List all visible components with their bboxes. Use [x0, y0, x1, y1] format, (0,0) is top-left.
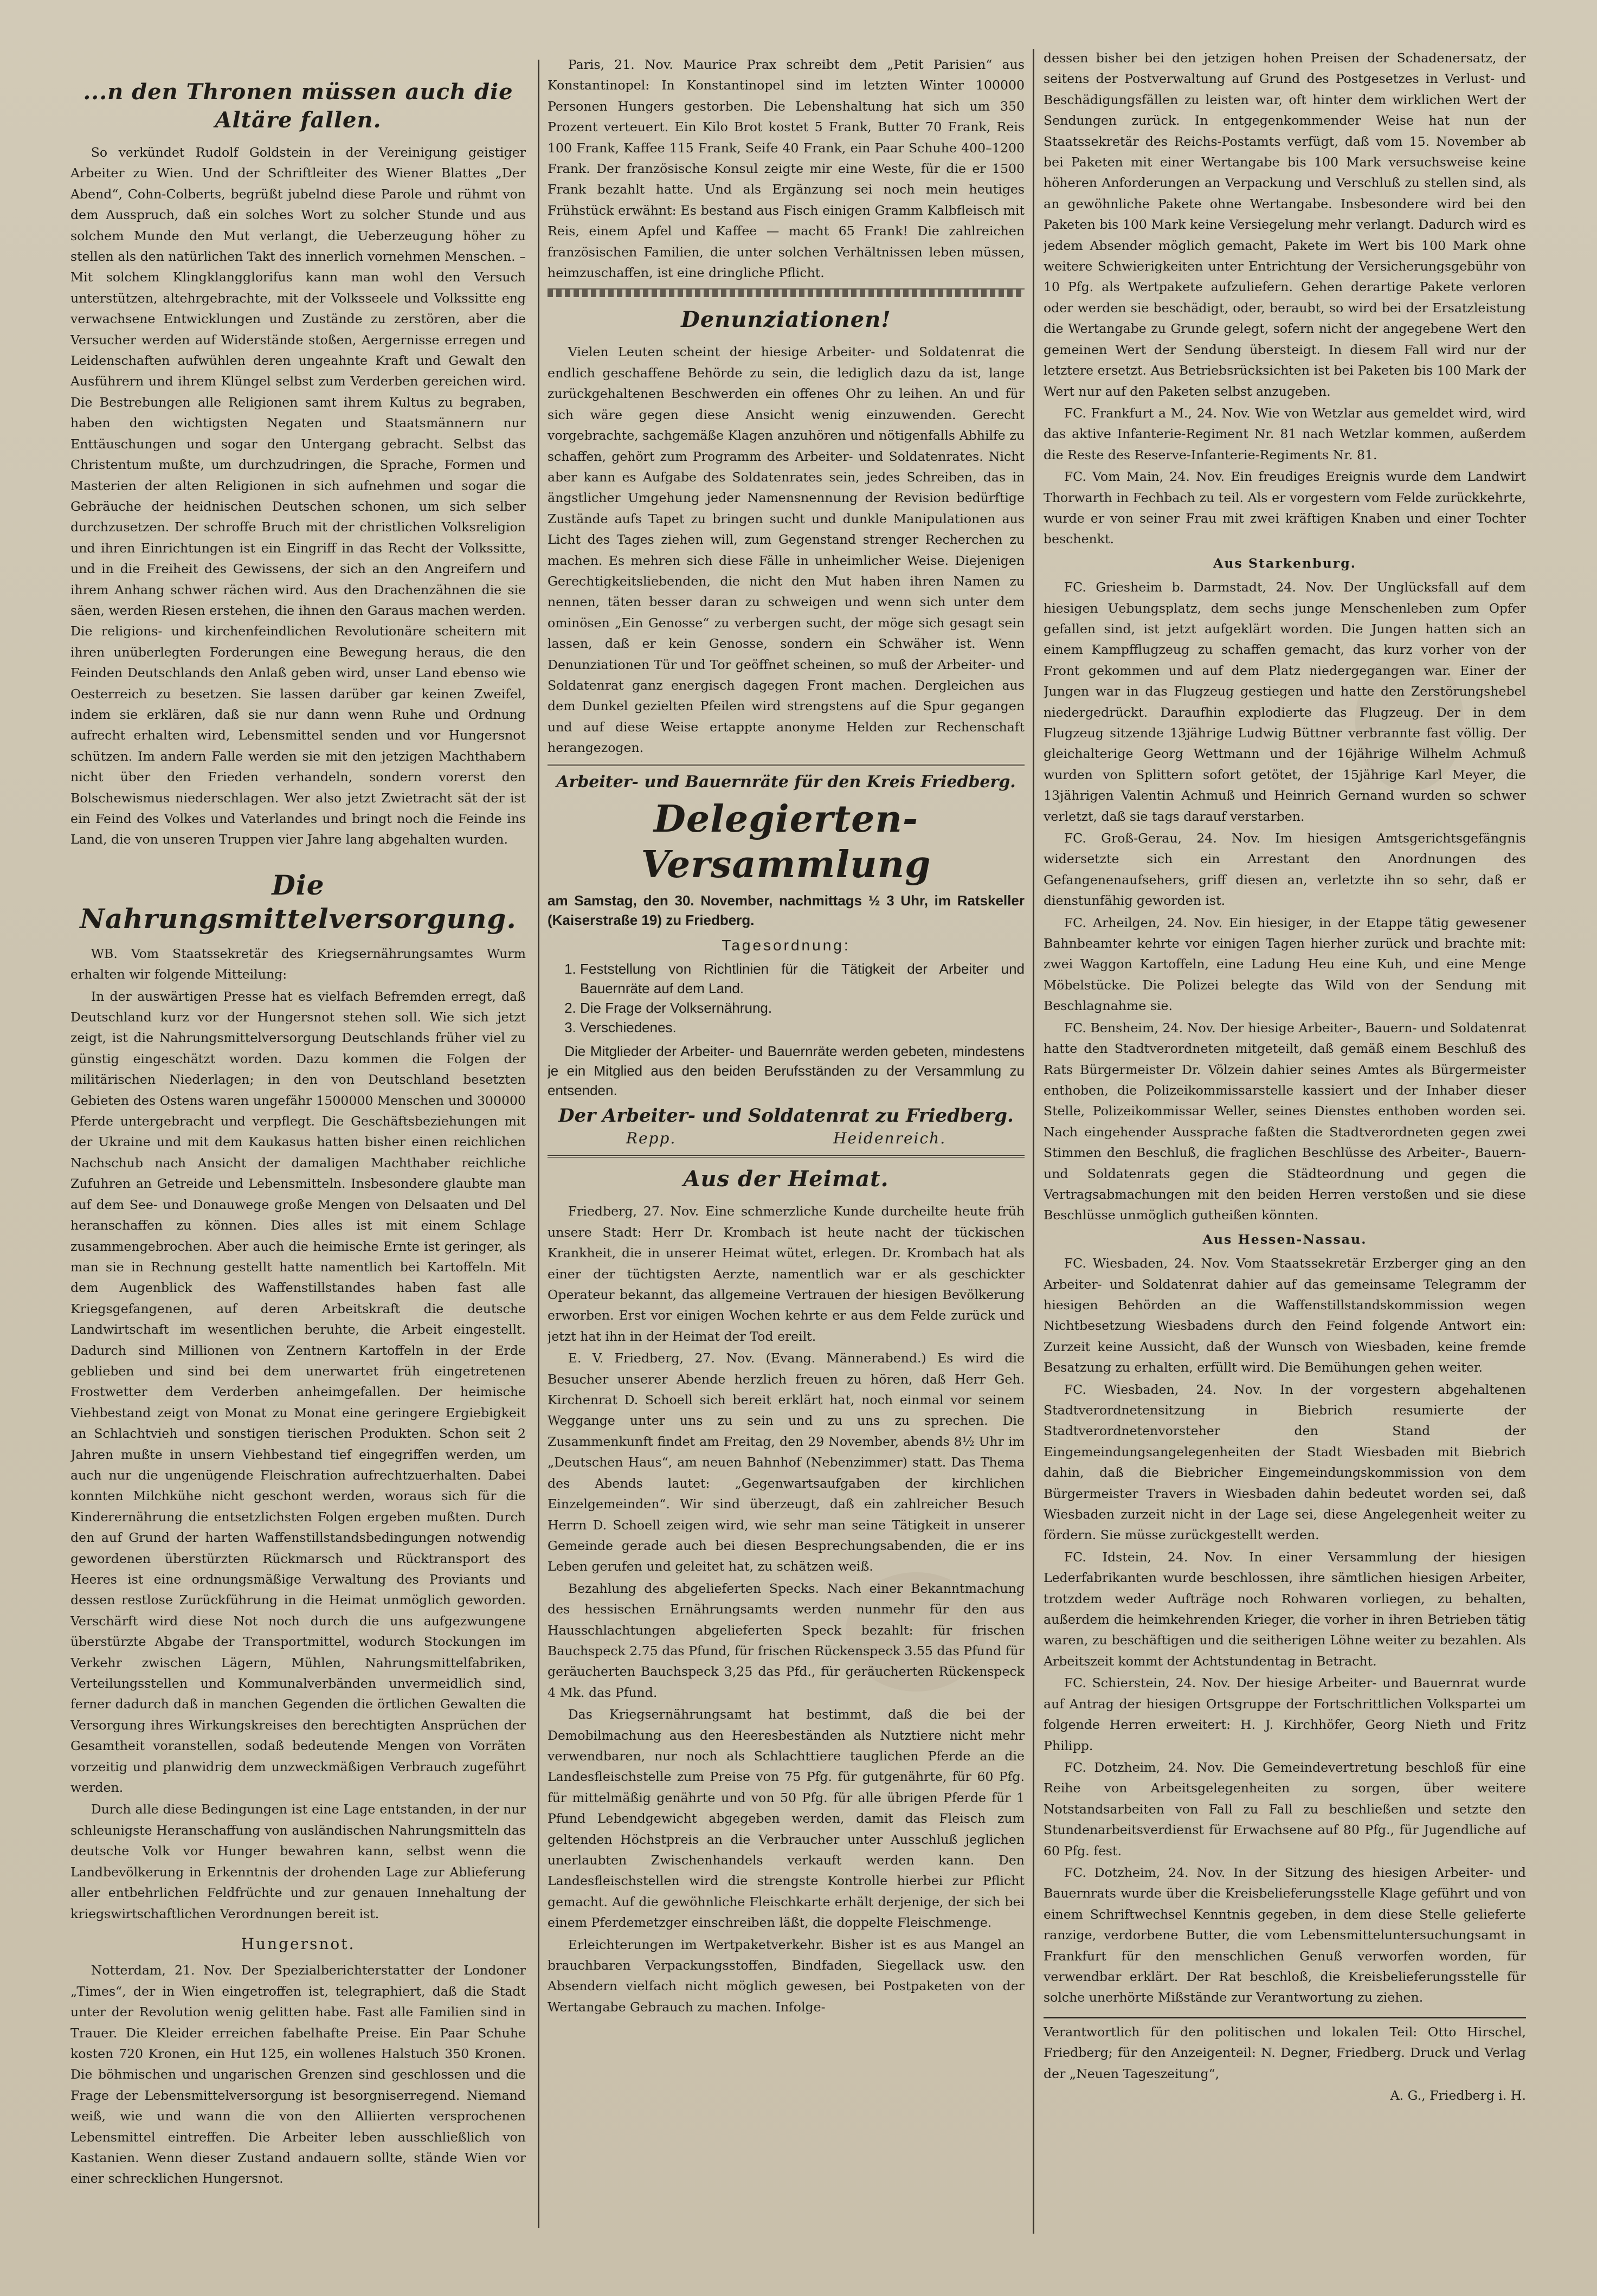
subhead-hessen-nassau: Aus Hessen-Nassau.: [1202, 1231, 1367, 1247]
news-item: FC. Dotzheim, 24. Nov. Die Gemeindevertretung beschloß für eine Reihe von Arbeitsgelegenheiten zu sorgen, über weitere Notstandsarbeiten von Fall zu Fall zu beschließen und setzte den Stundenarbeitsverdienst für Erwachsene auf 80 Pfg., für Jugendliche auf 60 Pfg. fest.: [1044, 1759, 1526, 1858]
article-paragraph: WB. Vom Staatssekretär des Kriegsernährungsamtes Wurm erhalten wir folgende Mitteilung:: [70, 946, 526, 982]
column-3: [1044, 48, 1526, 2189]
agenda-list: [569, 959, 1025, 1037]
article-paragraph: E. V. Friedberg, 27. Nov. (Evang. Männerabend.) Es wird die Besucher unserer Abende herzlich freuen zu hören, daß Herr Geh. Kirchenrat D. Schoell sich bereit erklärt hat, noch einmal vor seinem Weggange unter uns zu sein und zu uns zu sprechen. Die Zusammenkunft findet am Freitag, den 29 November, abends 8½ Uhr im „Deutschen Haus“, am neuen Bahnhof (Nebenzimmer) statt. Das Thema des Abends lautet: „Gegenwartsaufgaben der kirchlichen Einzelgemeinden“. Wir sind überzeugt, daß ein zahlreicher Besuch Herrn D. Schoell zeigen wird, wie sehr man seine Tätigkeit in unserer Gemeinde gerade auch bei diesen Besprechungsabenden, die er ins Leben gerufen und geleitet hat, zu schätzen weiß.: [548, 1350, 1025, 1574]
column-rule: [538, 60, 539, 2228]
article-paragraph: So verkündet Rudolf Goldstein in der Vereinigung geistiger Arbeiter zu Wien. Und der Schriftleiter des Wiener Blattes „Der Abend“, Cohn-Colberts, begrüßt jubelnd diese Parole und rühmt von dem Ausspruch, daß ein solches Wort zu solcher Stunde und aus solchem Munde den Mut verlangt, die Ueberzeugung höher zu stellen als den natürlichen Takt des innerlich vornehmen Menschen. – Mit solchem Klingklangglorifus kann man wohl den Versuch unterstützen, altehrgebrachte, mit der Volksseele und Volkssitte eng verwachsene Entwicklungen und Zustände zu zerstören, aber die Versucher werden auf Widerstände stoßen, Aergernisse erregen und Leidenschaften aufwühlen deren ungeahnte Kraft und Gewalt den Ausführern und ihrem Klüngel selbst zum Verderben gereichen wird. Die Bestrebungen alle Religionen samt ihrem Kultus zu begraben, haben den wichtigsten Negaten und Staatsmännern nur Enttäuschungen und sogar den Untergang gebracht. Selbst das Christentum mußte, um durchzudringen, die Sprache, Formen und Masterien der alten Religionen in sich aufnehmen und sogar die Gebräuche der heidnischen Deutschen schonen, um sich selber durchzusetzen. Der schroffe Bruch mit der christlichen Volksreligion und ihren Einrichtungen ist ein Eingriff in das Recht der Volkssitte, und in die Freiheit des Gewissens, der sich an den Angreifern und ihrem Anhang schwer rächen wird. Aus den Drachenzähnen die sie säen, werden Riesen erstehen, die ihnen den Garaus machen werden. Die religions- und kirchenfeindlichen Revolutionäre scheitern mit ihren unüberlegten Forderungen eine Bewegung heraus, die den Feinden Deutschlands den Anlaß geben wird, unser Land ebenso wie Oesterreich zu besetzen. Sie lassen darüber gar keinen Zweifel, indem sie erklären, daß sie nur dann wenn Ruhe und Ordnung aufrecht erhalten wird, Lebensmittel senden und vor Hungersnot schützen. Im andern Falle werden sie mit den jetzigen Machthabern nicht über den Frieden verhandeln, sondern vorerst den Bolschewismus niederschlagen. Wer also jetzt Zwietracht sät der ist ein Feind des Volkes und Vaterlandes und bringt noch die Feinde ins Land, die von unseren Truppen vier Jahre lang abgehalten wurden.: [70, 145, 526, 847]
imprint-publisher: A. G., Friedberg i. H.: [1390, 2088, 1526, 2103]
article-paragraph: Paris, 21. Nov. Maurice Prax schreibt dem „Petit Parisien“ aus Konstantinopel: In Konstantinopel sind im letzten Winter 100000 Personen Hungers gestorben. Die Lebenshaltung hat sich um 350 Prozent verteuert. Ein Kilo Brot kostet 5 Frank, Butter 70 Frank, Reis 100 Frank, Kaffee 115 Frank, Seife 40 Frank, ein Paar Schuhe 400–1200 Frank. Der französische Konsul zeigte mir eine Weste, für die er 1500 Frank bezahlt hatte. Und als Ergänzung sei noch mein heutiges Frühstück erwähnt: Es bestand aus Fisch einigen Gramm Kalbfleisch mit Reis, einem Apfel und Kaffee — macht 65 Frank! Die zahlreichen französischen Familien, die unter solchen Verhältnissen leben müssen, heimzuschaffen, ist eine dringliche Pflicht.: [548, 57, 1025, 281]
column-2: [548, 54, 1025, 2223]
imprint-text: Verantwortlich für den politischen und lokalen Teil: Otto Hirschel, Friedberg; für den Anzeigenteil: N. Degner, Friedberg. Druck und Verlag der „Neuen Tageszeitung“,: [1044, 2024, 1526, 2081]
news-item: FC. Groß-Gerau, 24. Nov. Im hiesigen Amtsgerichtsgefängnis widersetzte sich ein Arrestant den Anordnungen des Gefangenenaufsehers, griff diesen an, verletzte ihn so sehr, daß er dienstunfähig geworden ist.: [1044, 831, 1526, 909]
notice-signature: Der Arbeiter- und Soldatenrat zu Friedberg.: [558, 1105, 1014, 1127]
news-item: FC. Frankfurt a M., 24. Nov. Wie von Wetzlar aus gemeldet wird, wird das aktive Infanterie-Regiment Nr. 81 nach Wetzlar kommen, außerdem die Reste des Reserve-Infanterie-Regiments Nr. 81.: [1044, 405, 1526, 462]
signatory-name: Heidenreich.: [833, 1129, 946, 1147]
notice-body: Die Mitglieder der Arbeiter- und Bauernräte werden gebeten, mindestens je ein Mitglied aus den beiden Berufsständen zu der Versammlung zu entsenden.: [548, 1043, 1025, 1098]
headline-altaere: ...n den Thronen müssen auch die Altäre fallen.: [83, 79, 513, 133]
news-item: FC. Wiesbaden, 24. Nov. In der vorgestern abgehaltenen Stadtverordnetensitzung in Biebrich resumierte der Stadtverordnetenvorsteher den Stand der Eingemeindungsangelegenheiten der Stadt Wiesbaden mit Biebrich dahin, daß die Biebricher Eingemeindungskommission von dem Bürgermeister Travers in Wiesbaden dahin bedeutet worden sei, daß Wiesbaden zurzeit nicht in der Lage sei, diese Angelegenheit weiter zu fördern. Sie müsse zurückgestellt werden.: [1044, 1381, 1526, 1543]
news-item: FC. Dotzheim, 24. Nov. In der Sitzung des hiesigen Arbeiter- und Bauernrats wurde über die Kreisbelieferungsstelle Klage geführt und von einem Schriftwechsel Kenntnis gegeben, in dem diese Stelle gelieferte ranzige, verdorbene Butter, die vom Lebensmitteluntersuchungsamt in Frankfurt für den menschlichen Genuß verworfen worden, für verwendbar erklärt. Der Rat beschloß, die Kreisbelieferungsstelle für solche unerhörte Mißstände zur Verantwortung zu ziehen.: [1044, 1864, 1526, 2005]
news-item: FC. Bensheim, 24. Nov. Der hiesige Arbeiter-, Bauern- und Soldatenrat hatte den Stadtverordneten mitgeteilt, daß gemäß einem Beschluß des Rats Bürgermeister Dr. Völzein dahier seines Amtes als Bürgermeister enthoben, die Polizeikommissarstelle kassiert und der Inhaber dieser Stelle, Polizeikommissar Weller, seines Dienstes enthoben worden sei. Nach eingehender Aussprache faßten die Stadtverordneten gegen zwei Stimmen den Beschluß, die fraglichen Beschlüsse des Arbeiter-, Bauern- und Soldatenrats gegen die Städteordnung und gegen die Vertragsabmachungen mit den beiden Herren verstoßen und sie diese Beschlüsse unmöglich gutheißen könnten.: [1044, 1020, 1526, 1223]
article-paragraph: Friedberg, 27. Nov. Eine schmerzliche Kunde durcheilte heute früh unsere Stadt: Herr Dr. Krombach ist heute nacht der tückischen Krankheit, die in unserer Heimat wütet, erlegen. Dr. Krombach hat als einer der tüchtigsten Aerzte, namentlich war er als geschickter Operateur bekannt, das allgemeine Vertrauen der hiesigen Bevölkerung erworben. Erst vor einigen Wochen kehrte er aus dem Felde zurück und jetzt hat ihn in der Heimat der Tod ereilt.: [548, 1204, 1025, 1344]
headline-denunziationen: Denunziationen!: [681, 307, 891, 333]
article-paragraph: Vielen Leuten scheint der hiesige Arbeiter- und Soldatenrat die endlich geschaffene Behörde zu sein, die lediglich dazu da ist, lange zurückgehaltenen Beschwerden ein offenes Ohr zu leihen. An und für sich wäre gegen diese Ansicht wenig einzuwenden. Gerecht vorgebrachte, sachgemäße Klagen anzuhören und nötigenfalls Abhilfe zu schaffen, gehört zum Programm des Arbeiter- und Soldatenrates. Nicht aber kann es Aufgabe des Soldatenrates sein, jedes Schreiben, das in ängstlicher Umgehung jeder Namensnennung der Revision bedürftige Zustände aufs Tapet zu bringen sucht und dunkle Manipulationen aus Licht des Tages ziehen will, zum Gegenstand strenger Recherchen zu machen. Es mehren sich diese Fälle in unheimlicher Weise. Diejenigen Gerechtigkeitsliebenden, die nicht den Mut haben ihren Namen zu nennen, täten besser daran zu schweigen und wenn sich unter dem ominösen „Ein Genosse“ zu verbergen sucht, der möge sich gesagt sein lassen, daß er kein Genosse, sondern ein Schwäher ist. Wenn Denunziationen Tür und Tor geöffnet scheinen, so muß der Arbeiter- und Soldatenrat ganz energisch dagegen Front machen. Dergleichen aus dem Dunkel gezielten Pfeilen wird strengstens auf die Spur gegangen und auf diese Weise ertappte anonyme Helden zur Rechenschaft herangezogen.: [548, 344, 1025, 756]
article-paragraph: Durch alle diese Bedingungen ist eine Lage entstanden, in der nur schleunigste Heranschaffung von ausländischen Nahrungsmitteln das deutsche Volk vor Hunger bewahren kann, selbst wenn die Landbevölkerung in Erkenntnis der drohenden Lage zur Ablieferung aller entbehrlichen Feldfrüchte und zur genauen Innehaltung der kriegswirtschaftlichen Verordnungen bereit ist.: [70, 1802, 526, 1921]
agenda-title: Tagesordnung:: [722, 936, 851, 954]
article-paragraph: Erleichterungen im Wertpaketverkehr. Bisher ist es aus Mangel an brauchbaren Verpackungsstoffen, Bindfaden, Siegellack usw. den Absendern vielfach nicht möglich gewesen, bei Postpaketen von der Wertangabe Gebrauch zu machen. Infolge-: [548, 1937, 1025, 2015]
column-1: [70, 70, 526, 2266]
column-rule: [1033, 49, 1034, 2234]
agenda-item: 2. Die Frage der Volksernährung.: [580, 998, 1025, 1018]
notice-issuer: Arbeiter- und Bauernräte für den Kreis Friedberg.: [556, 772, 1016, 792]
subhead-starkenburg: Aus Starkenburg.: [1213, 555, 1356, 571]
news-item: FC. Arheilgen, 24. Nov. Ein hiesiger, in der Etappe tätig gewesener Bahnbeamter kehrte vor einigen Tagen hierher zurück und brachte mit: zwei Waggon Kartoffeln, eine Ladung Heu eine Kuh, und eine Menge Möbelstücke. Die Polizei belegte das Wild von der Sendung mit Beschlagnahme sie.: [1044, 915, 1526, 1014]
article-paragraph: In der auswärtigen Presse hat es vielfach Befremden erregt, daß Deutschland kurz vor der Hungersnot stehen soll. Wie sich jetzt zeigt, ist die Nahrungsmittelversorgung Deutschlands früher viel zu günstig eingeschätzt worden. Dazu kommen die Folgen der militärischen Niederlagen; in den von Deutschland besetzten Gebieten des Ostens waren ungefähr 1500000 Menschen und 300000 Pferde untergebracht und verpflegt. Die Geschäftsbeziehungen mit der Ukraine und mit dem Kaukasus hatten bisher einen reichlichen Nachschub nach Ansicht der damaligen Machthaber reichliche Zufuhren an Getreide und Lebensmitteln. Insbesondere glaubte man auf dem See- und Donauwege große Mengen von Delsaaten und Del heranschaffen zu können. Dies alles ist mit einem Schlage zusammengebrochen. Aber auch die heimische Ernte ist geringer, als man sie in Rechnung gestellt hatte namentlich bei Kartoffeln. Mit dem Augenblick des Waffenstillstandes haben fast alle Kriegsgefangenen, auf deren Arbeitskraft die deutsche Landwirtschaft im wesentlichen beruhte, die Arbeit eingestellt. Dadurch sind Millionen von Zentnern Kartoffeln in der Erde geblieben und sind bei dem unerwartet früh eingetretenen Frostwetter dem Verderben anheimgefallen. Der heimische Viehbestand zeigt von Monat zu Monat eine geringere Ergiebigkeit an Schlachtvieh und sonstigen tierischen Produkten. Schon seit 2 Jahren mußte in unsern Viehbestand tief eingegriffen werden, um auch nur die ungenügende Fleischration aufrechtzuerhalten. Dabei konnten Milchkühe nicht geschont werden, woraus sich für die Kinderernährung die entsetzlichsten Folgen ergeben mußten. Durch den auf Grund der harten Waffenstillstandsbedingungen notwendig gewordenen überstürzten Rückmarsch und Rücktransport des Heeres ist eine ordnungsmäßige Verwaltung des Proviants und dessen restlose Zurückführung in die Heimat unmöglich geworden. Verschärft wird diese Not noch durch die uns aufgezwungene überstürzte Abgabe der Transportmittel, wodurch Stockungen im Verkehr zwischen Lägern, Mühlen, Nahrungsmittelfabriken, Verteilungsstellen und Kommunalverbänden unvermeidlich sind, ferner dadurch daß in manchen Gegenden die örtlichen Gewalten die Versorgung ihres Wirkungskreises den berechtigten Ansprüchen der Gesamtheit voranstellen, sodaß bedeutende Mengen von Vorräten vorzeitig und planwidrig dem unzweckmäßigen Verbrauch zugeführt werden.: [70, 988, 526, 1796]
headline-nahrungsmittel: Die Nahrungsmittelversorgung.: [80, 869, 517, 935]
article-paragraph: Bezahlung des abgelieferten Specks. Nach einer Bekanntmachung des hessischen Ernährungsamts werden nunmehr für den aus Hausschlachtungen abgelieferten Speck bezahlt: für frischen Bauchspeck 2.75 das Pfund, für frischen Rückenspeck 3.55 das Pfund für geräucherten Bauchspeck 3,25 das Pfd., für geräucherten Rückenspeck 4 Mk. das Pfund.: [548, 1580, 1025, 1700]
news-item: FC. Wiesbaden, 24. Nov. Vom Staatssekretär Erzberger ging an den Arbeiter- und Soldatenrat dahier auf das gemeinsame Telegramm der hiesigen Behörden an die Waffenstillstandskommission wegen Nichtbesetzung Wiesbadens durch den Feind folgende Antwort ein: Zurzeit keine Aussicht, daß der Wunsch von Wiesbaden, keine fremde Besatzung zu erhalten, erfüllt wird. Die Bemühungen gehen weiter.: [1044, 1256, 1526, 1375]
meeting-notice: [548, 764, 1025, 1158]
section-divider: [548, 288, 1025, 297]
article-paragraph: Das Kriegsernährungsamt hat bestimmt, daß die bei der Demobilmachung aus den Heeresbeständen als Nutztiere nicht mehr verwendbaren, nur noch als Schlachttiere tauglichen Pferde an die Landesfleischstelle zum Preise von 75 Pfg. für gutgenährte, für 60 Pfg. für mittelmäßig genährte und von 50 Pfg. für alle übrigen Pferde für 1 Pfund Lebendgewicht abgegeben werden, damit das Fleisch zum geltenden Höchstpreis an die Verbraucher unter Ausschluß jeglichen unerlaubten Zwischenhandels verkauft werden kann. Den Landesfleischstellen wird die strengste Kontrolle hierbei zur Pflicht gemacht. Auf die gewöhnliche Fleischkarte erhält derjenige, der sich bei einem Pferdemetzger einschreiben läßt, die doppelte Fleischmenge.: [548, 1707, 1025, 1931]
notice-names: [548, 1128, 1025, 1149]
imprint: [1044, 2017, 1526, 2106]
headline-heimat: Aus der Heimat.: [683, 1166, 889, 1192]
notice-title: Delegierten-Versammlung: [641, 797, 931, 886]
agenda-item: 1. Feststellung von Richtlinien für die Tätigkeit der Arbeiter und Bauernräte auf dem Land.: [580, 959, 1025, 998]
news-item: FC. Griesheim b. Darmstadt, 24. Nov. Der Unglücksfall auf dem hiesigen Uebungsplatz, dem sechs junge Menschenleben zum Opfer gefallen sind, ist jetzt aufgeklärt worden. Die Jungen hatten sich an einem Kampfflugzeug zu schaffen gemacht, das kurz vorher von der Front gekommen und auf dem Platz niedergegangen war. Einer der Jungen war in das Flugzeug gestiegen und hatte den Zerstörungshebel niedergedrückt. Daraufhin explodierte das Flugzeug. Der in dem Flugzeug sitzende 13jährige Ludwig Büttner verbrannte fast völlig. Der gleichalterige Georg Wettmann und der 16jährige Wilhelm Achmuß wurden von Splittern sofort getötet, der 15jährige Karl Meyer, die 13jährigen Valentin Achmuß und Heinrich Gernand wurden so schwer verletzt, daß sie tags darauf verstarben.: [1044, 580, 1526, 824]
subhead-hungersnot: Hungersnot.: [241, 1934, 356, 1953]
news-item: FC. Idstein, 24. Nov. In einer Versammlung der hiesigen Lederfabrikanten wurde beschlossen, ihre sämtlichen hiesigen Arbeiter, trotzdem weder Aufträge noch Rohwaren vorliegen, zu behalten, außerdem die heimkehrenden Krieger, die vorher in ihren Betrieben tätig waren, zu beschäftigen und die seitherigen Löhne weiter zu bezahlen. Als Arbeitszeit kommt der Achtstundentag in Betracht.: [1044, 1549, 1526, 1669]
news-item: FC. Vom Main, 24. Nov. Ein freudiges Ereignis wurde dem Landwirt Thorwarth in Fechbach zu teil. Als er vorgestern vom Felde zurückkehrte, wurde er von seiner Frau mit zwei kräftigen Knaben und einer Tochter beschenkt.: [1044, 469, 1526, 547]
article-paragraph: Notterdam, 21. Nov. Der Spezialberichterstatter der Londoner „Times“, der in Wien eingetroffen ist, telegraphiert, daß die Stadt unter der Revolution wenig gelitten habe. Fast alle Familien sind in Trauer. Die Kleider erreichen fabelhafte Preise. Ein Paar Schuhe kosten 720 Kronen, ein Hut 125, ein wollenes Halstuch 350 Kronen. Die böhmischen und ungarischen Grenzen sind geschlossen und die Frage der Lebensmittelversorgung ist besorgniserregend. Niemand weiß, wie und wann die von den Alliierten versprochenen Lebensmittel eintreffen. Die Arbeiter leben ausschließlich von Kastanien. Wenn dieser Zustand andauern sollte, stände Wien vor einer schrecklichen Hungersnot.: [70, 1963, 526, 2186]
article-paragraph: dessen bisher bei den jetzigen hohen Preisen der Schadenersatz, der seitens der Postverwaltung auf Grund des Postgesetzes in Verlust- und Beschädigungsfällen zu leisten war, oft hinter dem wirklichen Wert der Sendungen zurück. In entgegenkommender Weise hat nun der Staatssekretär des Reichs-Postamts verfügt, daß vom 15. November ab bei Paketen mit einer Wertangabe bis 100 Mark versuchsweise keine höheren Anforderungen an Verpackung und Verschluß zu stellen sind, als an gewöhnliche Pakete ohne Wertangabe. Insbesondere wird bei den Paketen bis 100 Mark keine Versiegelung mehr verlangt. Dadurch wird es jedem Absender möglich gemacht, Pakete im Wert bis 100 Mark ohne weitere Schwierigkeiten unter Entrichtung der Versicherungsgebühr von 10 Pfg. als Wertpakete aufzuliefern. Gehen derartige Pakete verloren oder werden sie beschädigt, oder, beraubt, so wird bei der Ersatzleistung die Wertangabe zu Grunde gelegt, sofern nicht der angegebene Wert den gemeinen Wert der Sendung übersteigt. In diesem Fall wird nur der letztere ersetzt. Aus Betriebsrücksichten ist bei Paketen bis 100 Mark der Wert nur auf den Paketen selbst anzugeben.: [1044, 50, 1526, 399]
signatory-name: Repp.: [626, 1129, 677, 1147]
notice-date-place: am Samstag, den 30. November, nachmittags ½ 3 Uhr, im Ratskeller (Kaiserstraße 19) zu Friedberg.: [548, 892, 1025, 928]
agenda-item: 3. Verschiedenes.: [580, 1018, 1025, 1037]
news-item: FC. Schierstein, 24. Nov. Der hiesige Arbeiter- und Bauernrat wurde auf Antrag der hiesigen Ortsgruppe der Fortschrittlichen Volkspartei um folgende Herren erweitert: H. J. Kirchhöfer, Georg Nieth und Fritz Philipp.: [1044, 1675, 1526, 1753]
